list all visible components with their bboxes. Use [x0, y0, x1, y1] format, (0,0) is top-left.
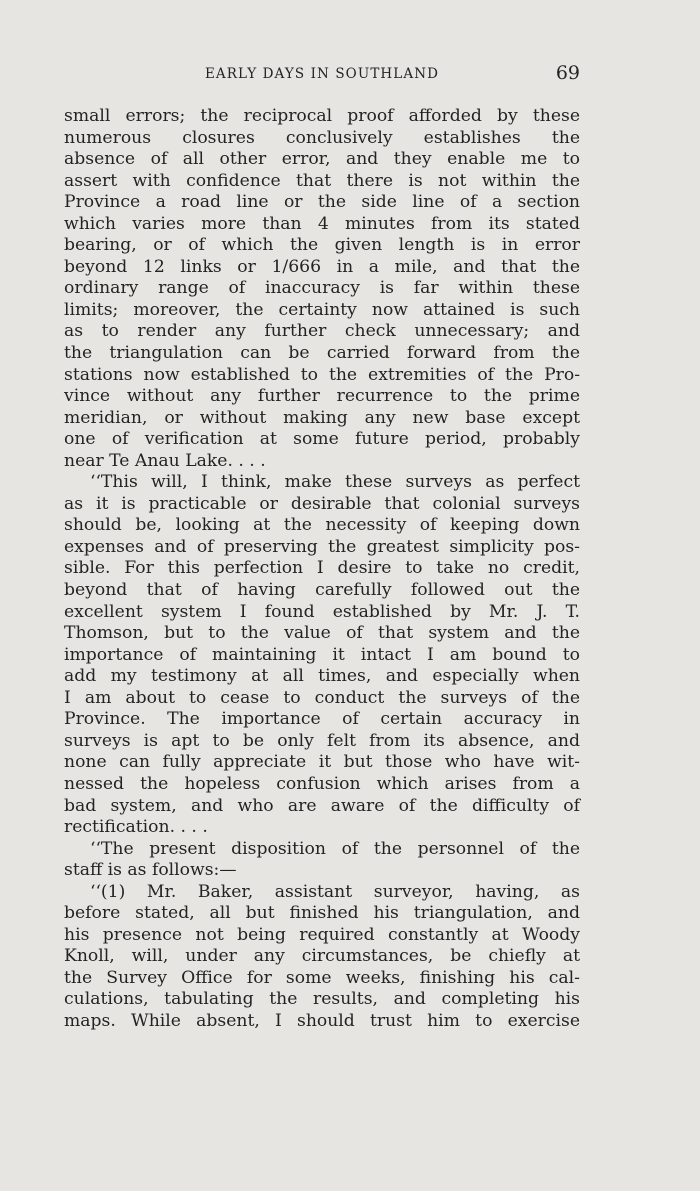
text-line: beyond that of having carefully followed out the — [64, 580, 580, 601]
text-line: rectification. . . . — [64, 817, 208, 838]
body-text — [64, 106, 580, 1033]
text-line: the triangulation can be carried forward from the — [64, 343, 580, 364]
text-line: which varies more than 4 minutes from its stated — [64, 213, 580, 234]
text-line: one of verification at some future period, probably — [64, 429, 580, 450]
text-line: as to render any further check unnecessary; and — [64, 321, 580, 342]
text-line: ‘‘This will, I think, make these surveys as perfect — [90, 472, 580, 493]
text-line: surveys is apt to be only felt from its absence, and — [64, 730, 580, 751]
text-line: sible. For this perfection I desire to take no credit, — [64, 558, 580, 579]
text-line: ordinary range of inaccuracy is far within these — [64, 278, 580, 299]
text-line: his presence not being required constantly at Woody — [64, 924, 580, 945]
text-line: culations, tabulating the results, and completing his — [64, 989, 580, 1010]
text-line: stations now established to the extremities of the Pro- — [64, 364, 580, 385]
text-line: bad system, and who are aware of the difficulty of — [64, 795, 580, 816]
text-line: near Te Anau Lake. . . . — [64, 450, 266, 471]
running-head: EARLY DAYS IN SOUTHLAND — [204, 66, 440, 82]
text-line: should be, looking at the necessity of keeping down — [64, 515, 580, 536]
text-line: expenses and of preserving the greatest simplicity pos- — [64, 536, 580, 557]
text-line: Province a road line or the side line of a section — [64, 192, 580, 213]
text-line: beyond 12 links or 1/666 in a mile, and that the — [64, 256, 580, 277]
text-line: none can fully appreciate it but those who have wit- — [64, 752, 580, 773]
text-line: as it is practicable or desirable that colonial surveys — [64, 493, 580, 514]
text-line: ‘‘(1) Mr. Baker, assistant surveyor, having, as — [90, 881, 580, 902]
page-number: 69 — [555, 62, 580, 84]
text-line: absence of all other error, and they enable me to — [64, 149, 580, 170]
text-line: staff is as follows:— — [64, 860, 237, 881]
text-line: add my testimony at all times, and especially when — [64, 666, 580, 687]
text-line: meridian, or without making any new base except — [64, 407, 580, 428]
page-header — [64, 62, 580, 90]
text-line: assert with confidence that there is not within the — [64, 170, 580, 191]
text-line: Thomson, but to the value of that system and the — [64, 623, 580, 644]
text-line: bearing, or of which the given length is in error — [64, 235, 580, 256]
text-line: numerous closures conclusively establishes the — [64, 127, 580, 148]
text-line: excellent system I found established by Mr. J. T. — [64, 601, 580, 622]
text-line: I am about to cease to conduct the surveys of the — [64, 687, 580, 708]
text-line: vince without any further recurrence to the prime — [64, 386, 580, 407]
text-line: importance of maintaining it intact I am bound to — [64, 644, 580, 665]
text-line: ‘‘The present disposition of the personnel of the — [90, 838, 580, 859]
text-line: nessed the hopeless confusion which arises from a — [64, 773, 580, 794]
text-line: before stated, all but finished his triangulation, and — [64, 903, 580, 924]
text-line: small errors; the reciprocal proof afforded by these — [64, 106, 580, 126]
text-line: the Survey Office for some weeks, finishing his cal- — [64, 967, 580, 988]
text-line: maps. While absent, I should trust him to exercise — [64, 1010, 580, 1031]
text-line: Knoll, will, under any circumstances, be chiefly at — [64, 946, 580, 967]
text-line: Province. The importance of certain accuracy in — [64, 709, 580, 730]
text-line: limits; moreover, the certainty now attained is such — [64, 299, 580, 320]
